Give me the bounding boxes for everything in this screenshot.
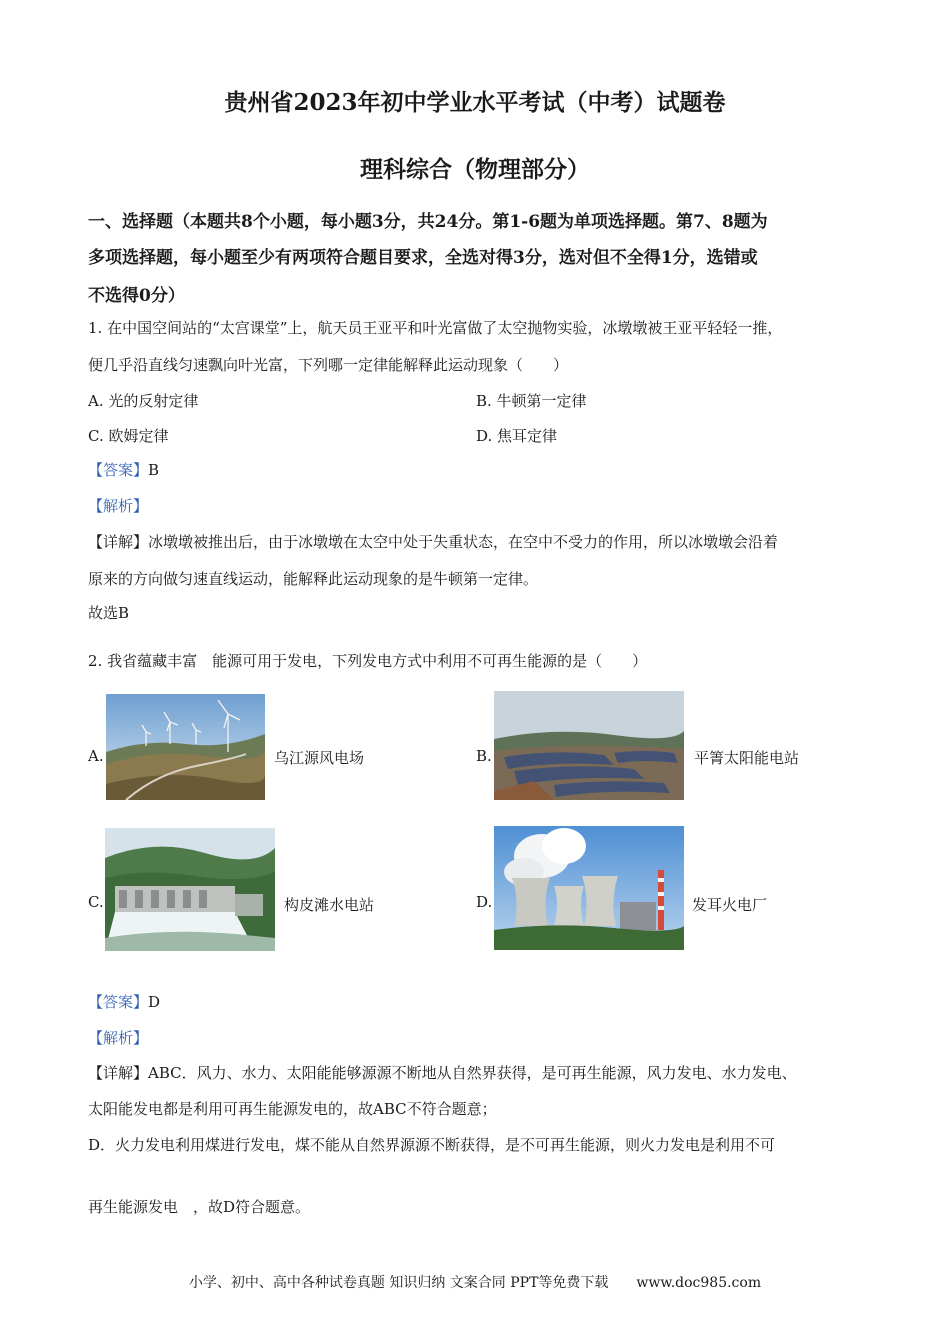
q1-detail-line-2: 原来的方向做匀速直线运动，能解释此运动现象的是牛顿第一定律。: [88, 570, 539, 588]
q1-option-b: B. 牛顿第一定律: [476, 392, 587, 410]
q1-stem-line-2: 便几乎沿直线匀速飘向叶光富，下列哪一定律能解释此运动现象（ ）: [88, 356, 569, 374]
answer-value: B: [148, 461, 160, 479]
answer-tag: 【答案】: [88, 461, 149, 479]
hydro-station-photo: [105, 828, 275, 951]
q2-option-c-caption: 构皮滩水电站: [284, 896, 375, 914]
q1-analysis-tag: 【解析】: [88, 497, 149, 515]
detail-tag: 【详解】: [88, 1064, 149, 1082]
q1-detail-line-1: [88, 531, 778, 552]
q2-detail-line-2: 太阳能发电都是利用可再生能源发电的，故ABC不符合题意；: [88, 1100, 497, 1118]
q2-answer: [88, 991, 160, 1012]
q1-option-c: C. 欧姆定律: [88, 427, 169, 445]
detail-text: 冰墩墩被推出后，由于冰墩墩在太空中处于失重状态，在空中不受力的作用，所以冰墩墩会沿着: [148, 533, 779, 551]
detail-tag: 【详解】: [88, 533, 149, 551]
q2-option-a-letter: A.: [88, 747, 104, 765]
section-heading-line-2: 多项选择题，每小题至少有两项符合题目要求，全选对得3分，选对但不全得1分，选错或: [88, 248, 758, 268]
answer-value: D: [148, 993, 161, 1011]
q1-option-d: D. 焦耳定律: [476, 427, 558, 445]
page-subtitle: 理科综合（物理部分）: [360, 156, 590, 183]
q2-detail-line-1: [88, 1062, 797, 1083]
q2-option-d-letter: D.: [476, 893, 493, 911]
q2-option-c-letter: C.: [88, 893, 104, 911]
section-heading-line-3: 不选得0分）: [88, 286, 185, 306]
q1-stem-line-1: 1. 在中国空间站的“太宫课堂”上，航天员王亚平和叶光富做了太空抛物实验，冰墩墩被王亚平轻轻一推，: [88, 319, 783, 337]
q1-option-a: A. 光的反射定律: [88, 392, 199, 410]
wind-farm-photo: [106, 694, 265, 800]
q1-answer: [88, 459, 159, 480]
solar-station-photo: [494, 691, 684, 800]
q2-analysis-tag: 【解析】: [88, 1029, 149, 1047]
answer-tag: 【答案】: [88, 993, 149, 1011]
q2-detail-line-4: 再生能源发电 ，故D符合题意。: [88, 1198, 311, 1216]
q1-conclusion: 故选B: [88, 604, 130, 622]
q2-stem: 2. 我省蕴藏丰富 能源可用于发电，下列发电方式中利用不可再生能源的是（ ）: [88, 652, 648, 670]
q2-option-b-letter: B.: [476, 747, 492, 765]
q2-option-b-caption: 平箐太阳能电站: [694, 749, 800, 767]
q2-detail-line-3: D．火力发电利用煤进行发电，煤不能从自然界源源不断获得，是不可再生能源，则火力发电是利用不可: [88, 1136, 776, 1154]
thermal-plant-photo: [494, 826, 684, 950]
page-footer: 小学、初中、高中各种试卷真题 知识归纳 文案合同 PPT等免费下载 www.doc985.com: [188, 1275, 762, 1291]
q2-option-a-caption: 乌江源风电场: [274, 749, 365, 767]
section-heading-line-1: 一、选择题（本题共8个小题，每小题3分，共24分。第1-6题为单项选择题。第7、8题为: [88, 212, 768, 232]
page-title: 贵州省2023年初中学业水平考试（中考）试题卷: [224, 89, 726, 116]
detail-text: ABC．风力、水力、太阳能能够源源不断地从自然界获得，是可再生能源，风力发电、水力发电、: [148, 1064, 797, 1082]
q2-option-d-caption: 发耳火电厂: [692, 896, 768, 914]
